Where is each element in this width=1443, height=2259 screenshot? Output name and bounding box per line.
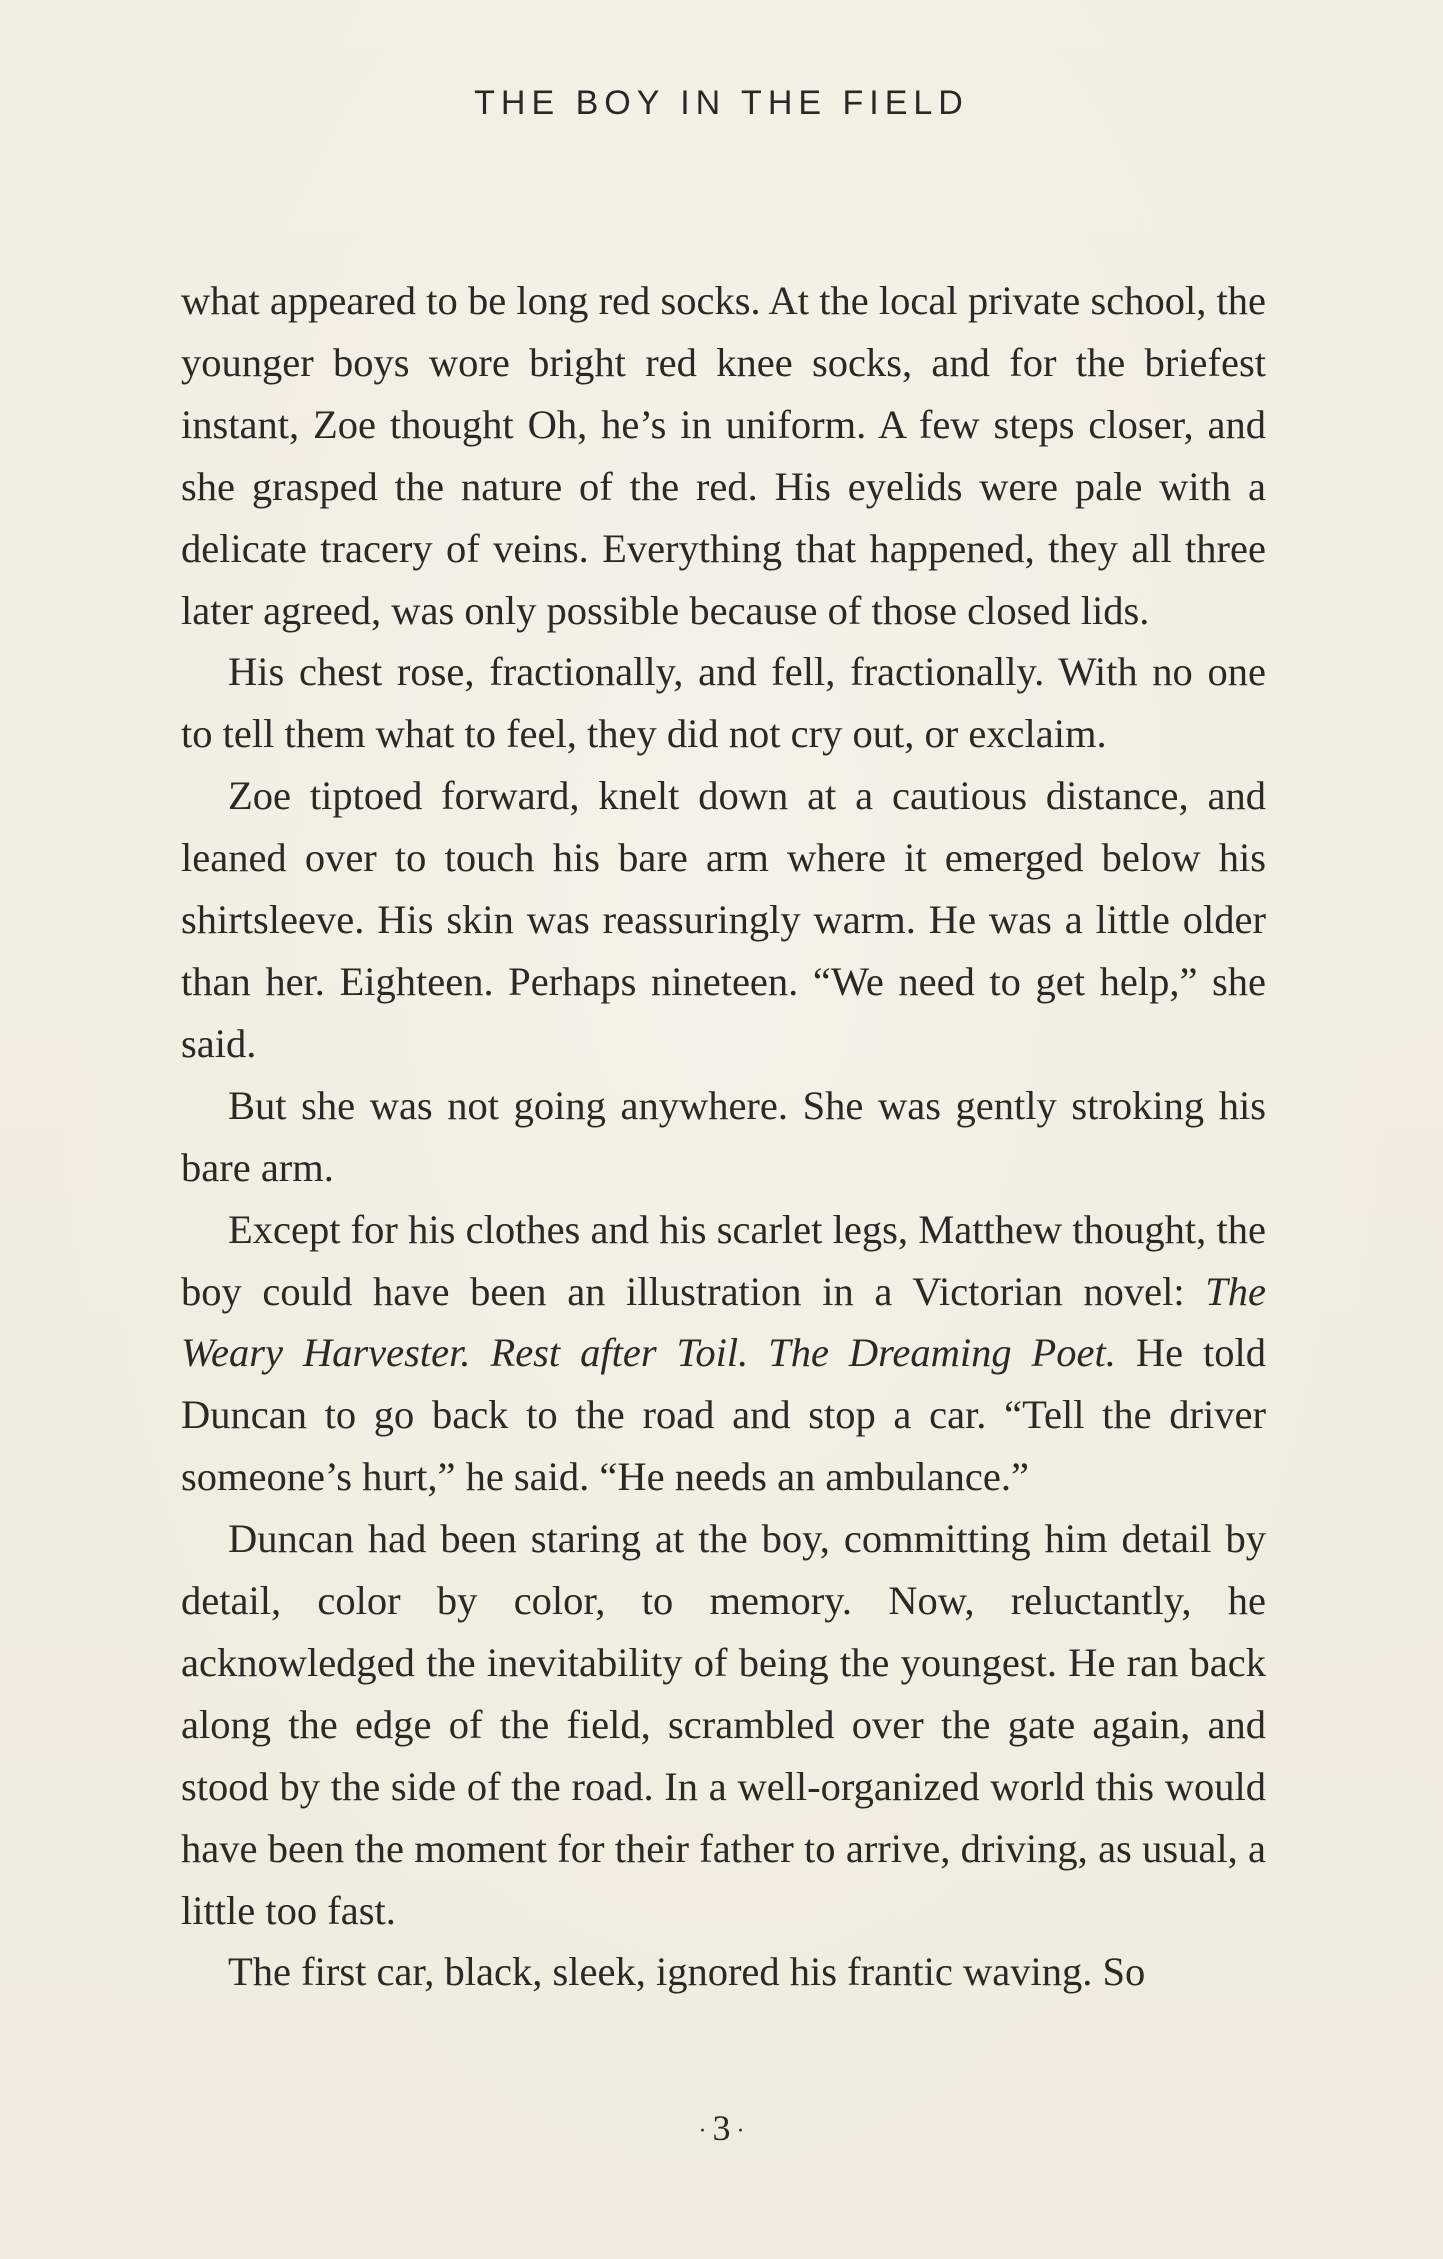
body-text [181,270,1266,2003]
paragraph-2: His chest rose, fractionally, and fell, fractionally. With no one to tell them what to feel, they did not cry out, or exclaim. [181,649,1266,757]
paragraph-3: Zoe tiptoed forward, knelt down at a cautious distance, and leaned over to touch his bare arm where it emerged below his shirtsleeve. His skin was reassuringly warm. He was a little older than her. Eighteen. Perhaps nineteen. “We need to get help,” she said. [181,773,1266,1066]
paragraph-6: Duncan had been staring at the boy, committing him detail by detail, color by color, to memory. Now, reluctantly, he acknowledged the inevitability of being the youngest. He ran back along the edge of the field, scrambled over the gate again, and stood by the side of the road. In a well-organized world this would have been the moment for their father to arrive, driving, as usual, a little too fast. [181,1516,1266,1933]
paragraph-5-lead: Except for his clothes and his scarlet legs, Matthew thought, the boy could have been an illustration in a Victorian novel: [181,1206,1266,1314]
running-head: THE BOY IN THE FIELD [474,84,969,122]
folio-dot-right: · [736,2118,745,2145]
folio-dot-left: · [698,2118,707,2145]
paragraph-5-italic-titles: The Weary Harvester. Rest after Toil. The Dreaming Poet. [181,1268,1266,1376]
paragraph-7: The first car, black, sleek, ignored his frantic waving. So [228,1949,1146,1995]
paragraph-4: But she was not going anywhere. She was gently stroking his bare arm. [181,1082,1266,1190]
paragraph-5 [181,1199,1266,1509]
paragraph-1: what appeared to be long red socks. At the local private school, the younger boys wore bright red knee socks, and for the briefest instant, Zoe thought Oh, he’s in uniform. A few steps closer, and she grasped the nature of the red. His eyelids were pale with a delicate tracery of veins. Everything that happened, they all three later agreed, was only possible because of those closed lids. [181,278,1266,633]
page-number [0,2107,1443,2149]
page-number-value: 3 [712,2108,731,2148]
paragraph-5-tail: He told Duncan to go back to the road and stop a car. “Tell the driver someone’s hurt,” he said. “He needs an ambulance.” [181,1330,1266,1500]
